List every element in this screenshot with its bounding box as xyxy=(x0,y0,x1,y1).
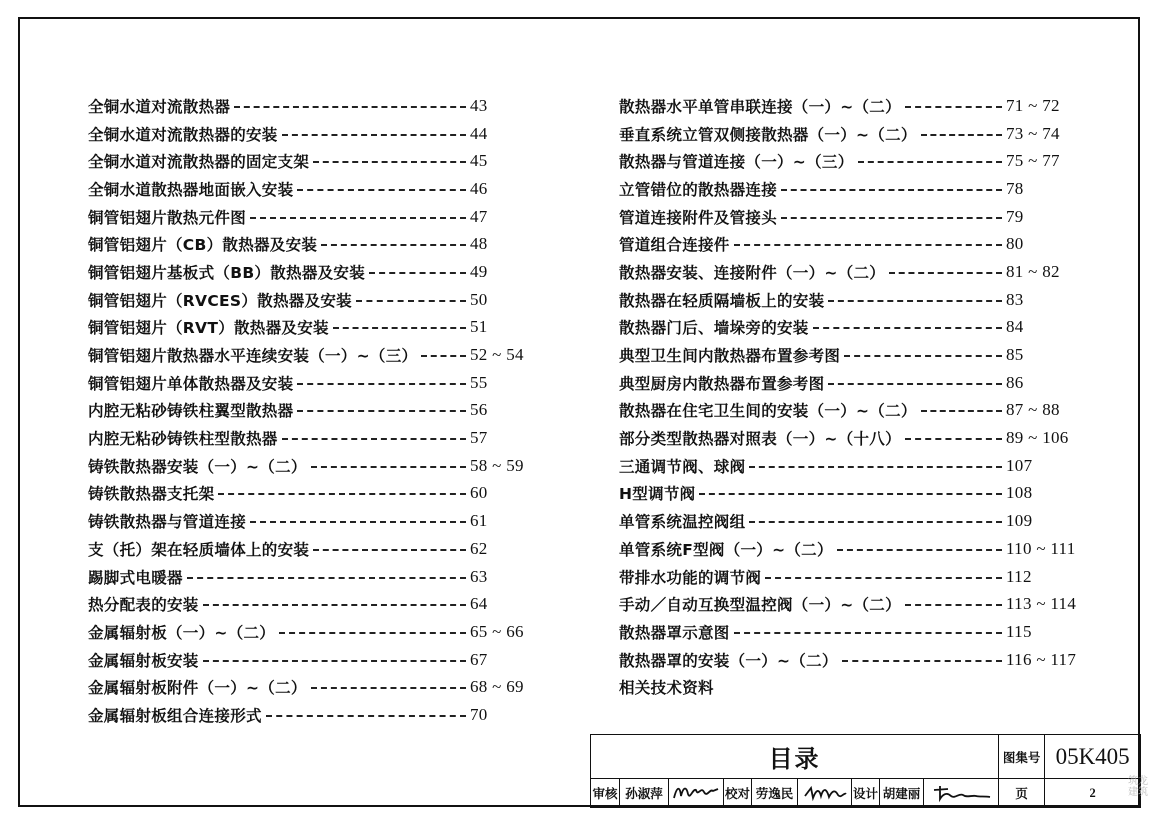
toc-entry-page: 65 ~ 66 xyxy=(470,621,524,641)
toc-entry-title: 铜管铝翅片散热元件图 xyxy=(88,208,247,227)
toc-entry-page: 112 xyxy=(1006,566,1032,586)
toc-entry xyxy=(619,120,1094,148)
toc-entry-title: 单管系统温控阀组 xyxy=(619,513,746,532)
toc-entry xyxy=(619,341,1094,369)
toc-entry xyxy=(619,258,1094,286)
toc-entry-title: 散热器在住宅卫生间的安装（一）~（二） xyxy=(619,402,917,421)
toc-entry-title: 踢脚式电暖器 xyxy=(88,568,183,587)
toc-entry-page: 113 ~ 114 xyxy=(1006,594,1077,614)
toc-entry xyxy=(88,646,506,674)
toc-entry-title: 手动／自动互换型温控阀（一）~（二） xyxy=(619,596,901,615)
toc-entry xyxy=(619,563,1094,591)
toc-entry-title: H型调节阀 xyxy=(619,485,696,504)
toc-leader-line xyxy=(356,300,466,302)
toc-entry xyxy=(88,618,524,646)
toc-leader-line xyxy=(699,493,1002,495)
designer-name: 胡建丽 xyxy=(880,779,924,808)
toc-entry xyxy=(619,397,1094,425)
toc-entry-title: 铸铁散热器支托架 xyxy=(88,485,215,504)
toc-entry-page: 115 xyxy=(1006,621,1032,641)
toc-entry-page: 109 xyxy=(1006,511,1033,531)
toc-leader-line xyxy=(297,189,466,191)
page-label: 页 xyxy=(999,779,1045,808)
toc-entry xyxy=(619,618,1094,646)
toc-entry-page: 57 xyxy=(470,428,488,448)
toc-entry xyxy=(88,590,506,618)
toc-entry-page: 63 xyxy=(470,566,488,586)
toc-entry xyxy=(619,286,1094,314)
toc-entry-page: 52 ~ 54 xyxy=(470,345,524,365)
toc-leader-line xyxy=(749,521,1002,523)
toc-leader-line xyxy=(187,577,466,579)
toc-entry xyxy=(619,673,1094,701)
toc-entry-page: 116 ~ 117 xyxy=(1006,649,1077,669)
drawing-title: 目录 xyxy=(591,735,999,779)
toc-leader-line xyxy=(844,355,1002,357)
toc-leader-line xyxy=(889,272,1002,274)
toc-leader-line xyxy=(282,134,466,136)
toc-entry xyxy=(88,314,506,342)
toc-entry-title: 铜管铝翅片散热器水平连续安装（一）~（三） xyxy=(88,347,418,366)
toc-entry-title: 管道连接附件及管接头 xyxy=(619,208,778,227)
atlas-number-label: 图集号 xyxy=(999,735,1045,779)
toc-entry xyxy=(88,397,506,425)
design-label: 设计 xyxy=(852,779,880,808)
toc-entry-page: 48 xyxy=(470,234,488,254)
toc-entry-page: 70 xyxy=(470,704,488,724)
toc-entry-page: 45 xyxy=(470,151,488,171)
toc-entry xyxy=(88,480,506,508)
toc-entry xyxy=(619,230,1094,258)
toc-leader-line xyxy=(333,327,466,329)
toc-entry xyxy=(88,120,506,148)
toc-entry-title: 散热器门后、墙垛旁的安装 xyxy=(619,319,809,338)
toc-leader-line xyxy=(313,161,466,163)
toc-entry xyxy=(619,646,1094,674)
toc-leader-line xyxy=(813,327,1002,329)
toc-entry-page: 75 ~ 77 xyxy=(1006,151,1060,171)
toc-entry-page: 73 ~ 74 xyxy=(1006,123,1060,143)
toc-entry-title: 全铜水道对流散热器 xyxy=(88,97,231,116)
toc-leader-line xyxy=(765,577,1002,579)
toc-entry-title: 散热器在轻质隔墙板上的安装 xyxy=(619,291,825,310)
toc-entry-title: 内腔无粘砂铸铁柱翼型散热器 xyxy=(88,402,294,421)
toc-entry-page: 61 xyxy=(470,511,488,531)
toc-leader-line xyxy=(297,383,466,385)
toc-entry-page: 60 xyxy=(470,483,488,503)
toc-leader-line xyxy=(858,161,1003,163)
toc-entry xyxy=(619,203,1094,231)
toc-leader-line xyxy=(734,244,1002,246)
title-block xyxy=(590,734,1141,808)
toc-entry-title: 部分类型散热器对照表（一）~（十八） xyxy=(619,430,901,449)
toc-right-column xyxy=(619,92,1094,701)
toc-entry-title: 金属辐射板安装 xyxy=(88,651,199,670)
toc-entry xyxy=(88,701,506,729)
toc-entry-page: 89 ~ 106 xyxy=(1006,428,1069,448)
toc-entry-title: 散热器水平单管串联连接（一）~（二） xyxy=(619,97,901,116)
toc-entry-title: 铜管铝翅片（CB）散热器及安装 xyxy=(88,236,318,255)
toc-entry xyxy=(88,673,524,701)
toc-entry-page: 51 xyxy=(470,317,488,337)
toc-entry-title: 相关技术资料 xyxy=(619,679,714,698)
toc-entry xyxy=(619,590,1094,618)
toc-entry xyxy=(88,452,524,480)
toc-leader-line xyxy=(921,134,1002,136)
toc-entry-page: 43 xyxy=(470,95,488,115)
toc-entry xyxy=(88,258,506,286)
toc-leader-line xyxy=(313,549,466,551)
toc-entry-title: 内腔无粘砂铸铁柱型散热器 xyxy=(88,430,278,449)
toc-entry-page: 56 xyxy=(470,400,488,420)
toc-entry xyxy=(619,452,1094,480)
toc-entry-title: 带排水功能的调节阀 xyxy=(619,568,762,587)
toc-entry-page: 86 xyxy=(1006,372,1024,392)
toc-entry-page: 87 ~ 88 xyxy=(1006,400,1060,420)
toc-entry-title: 全铜水道对流散热器的固定支架 xyxy=(88,153,310,172)
toc-leader-line xyxy=(369,272,466,274)
toc-entry-title: 立管错位的散热器连接 xyxy=(619,180,778,199)
toc-entry-title: 三通调节阀、球阀 xyxy=(619,457,746,476)
toc-leader-line xyxy=(905,604,1002,606)
toc-entry-page: 110 ~ 111 xyxy=(1006,538,1076,558)
toc-entry xyxy=(88,230,506,258)
toc-leader-line xyxy=(842,660,1002,662)
toc-leader-line xyxy=(203,660,466,662)
toc-leader-line xyxy=(905,438,1002,440)
toc-leader-line xyxy=(250,217,466,219)
toc-entry xyxy=(88,147,506,175)
toc-leader-line xyxy=(279,632,466,634)
toc-entry-title: 金属辐射板附件（一）~（二） xyxy=(88,679,307,698)
toc-entry-page: 50 xyxy=(470,289,488,309)
toc-leader-line xyxy=(837,549,1002,551)
toc-entry-title: 全铜水道散热器地面嵌入安装 xyxy=(88,180,294,199)
toc-leader-line xyxy=(282,438,466,440)
toc-entry-title: 全铜水道对流散热器的安装 xyxy=(88,125,278,144)
toc-leader-line xyxy=(203,604,466,606)
toc-entry xyxy=(619,314,1094,342)
toc-entry-title: 散热器安装、连接附件（一）~（二） xyxy=(619,263,886,282)
toc-leader-line xyxy=(421,355,466,357)
toc-leader-line xyxy=(734,632,1002,634)
toc-entry-title: 典型厨房内散热器布置参考图 xyxy=(619,374,825,393)
toc-entry-title: 散热器与管道连接（一）~（三） xyxy=(619,153,854,172)
toc-entry-title: 热分配表的安装 xyxy=(88,596,199,615)
toc-leader-line xyxy=(905,106,1002,108)
toc-entry xyxy=(88,286,506,314)
toc-entry-page: 71 ~ 72 xyxy=(1006,95,1060,115)
toc-entry-page: 47 xyxy=(470,206,488,226)
toc-entry-page: 80 xyxy=(1006,234,1024,254)
watermark: 筑龙 建筑 xyxy=(1128,776,1148,798)
toc-leader-line xyxy=(250,521,466,523)
toc-entry-page: 62 xyxy=(470,538,488,558)
toc-leader-line xyxy=(781,217,1002,219)
toc-entry xyxy=(88,203,506,231)
toc-entry-title: 散热器罩的安装（一）~（二） xyxy=(619,651,838,670)
checker-signature xyxy=(798,779,852,808)
toc-entry xyxy=(619,369,1094,397)
toc-entry-page: 46 xyxy=(470,178,488,198)
toc-entry-page: 79 xyxy=(1006,206,1024,226)
toc-entry xyxy=(88,507,506,535)
review-label: 审核 xyxy=(591,779,620,808)
toc-entry-page: 81 ~ 82 xyxy=(1006,261,1060,281)
toc-entry-title: 铜管铝翅片单体散热器及安装 xyxy=(88,374,294,393)
toc-entry xyxy=(88,175,506,203)
toc-entry-title: 铸铁散热器与管道连接 xyxy=(88,513,247,532)
toc-entry-title: 铜管铝翅片（RVCES）散热器及安装 xyxy=(88,291,352,310)
toc-leader-line xyxy=(311,687,466,689)
toc-leader-line xyxy=(828,383,1002,385)
toc-leader-line xyxy=(234,106,466,108)
toc-entry-page: 55 xyxy=(470,372,488,392)
toc-entry-page: 67 xyxy=(470,649,488,669)
page-number: 2 xyxy=(1045,779,1141,808)
toc-entry-page: 107 xyxy=(1006,455,1033,475)
atlas-number: 05K405 xyxy=(1045,735,1141,779)
toc-entry xyxy=(88,424,506,452)
toc-entry-page: 83 xyxy=(1006,289,1024,309)
toc-leader-line xyxy=(781,189,1002,191)
toc-entry-page: 49 xyxy=(470,261,488,281)
toc-entry xyxy=(619,507,1094,535)
toc-entry xyxy=(88,92,506,120)
toc-entry-title: 单管系统F型阀（一）~（二） xyxy=(619,540,833,559)
toc-leader-line xyxy=(266,715,466,717)
checker-name: 劳逸民 xyxy=(752,779,798,808)
toc-entry-title: 金属辐射板（一）~（二） xyxy=(88,623,276,642)
toc-leader-line xyxy=(311,466,466,468)
toc-entry xyxy=(88,535,506,563)
toc-entry-title: 管道组合连接件 xyxy=(619,236,730,255)
check-label: 校对 xyxy=(724,779,752,808)
toc-entry-page: 85 xyxy=(1006,345,1024,365)
toc-entry-page: 44 xyxy=(470,123,488,143)
toc-entry-page: 84 xyxy=(1006,317,1024,337)
toc-left-column xyxy=(88,92,524,729)
toc-entry-page: 78 xyxy=(1006,178,1024,198)
toc-leader-line xyxy=(297,410,466,412)
reviewer-name: 孙淑萍 xyxy=(620,779,669,808)
toc-entry-title: 散热器罩示意图 xyxy=(619,623,730,642)
toc-leader-line xyxy=(828,300,1002,302)
toc-entry-page: 58 ~ 59 xyxy=(470,455,524,475)
toc-entry xyxy=(619,92,1094,120)
toc-entry-title: 支（托）架在轻质墙体上的安装 xyxy=(88,540,310,559)
toc-entry-title: 典型卫生间内散热器布置参考图 xyxy=(619,347,841,366)
toc-entry-page: 64 xyxy=(470,594,488,614)
toc-leader-line xyxy=(218,493,466,495)
toc-entry-title: 铜管铝翅片基板式（BB）散热器及安装 xyxy=(88,263,366,282)
toc-entry-title: 垂直系统立管双侧接散热器（一）~（二） xyxy=(619,125,917,144)
toc-entry xyxy=(88,341,524,369)
toc-entry-title: 铜管铝翅片（RVT）散热器及安装 xyxy=(88,319,329,338)
reviewer-signature xyxy=(669,779,724,808)
toc-leader-line xyxy=(921,410,1002,412)
toc-entry-title: 铸铁散热器安装（一）~（二） xyxy=(88,457,307,476)
toc-entry-page: 68 ~ 69 xyxy=(470,677,524,697)
toc-entry xyxy=(619,535,1094,563)
toc-leader-line xyxy=(749,466,1002,468)
toc-entry-title: 金属辐射板组合连接形式 xyxy=(88,706,262,725)
toc-entry xyxy=(619,147,1094,175)
toc-entry xyxy=(619,424,1094,452)
toc-entry xyxy=(619,480,1094,508)
toc-entry-page: 108 xyxy=(1006,483,1033,503)
designer-signature xyxy=(924,779,999,808)
toc-leader-line xyxy=(321,244,466,246)
toc-entry xyxy=(88,563,506,591)
toc-entry xyxy=(619,175,1094,203)
toc-entry xyxy=(88,369,506,397)
